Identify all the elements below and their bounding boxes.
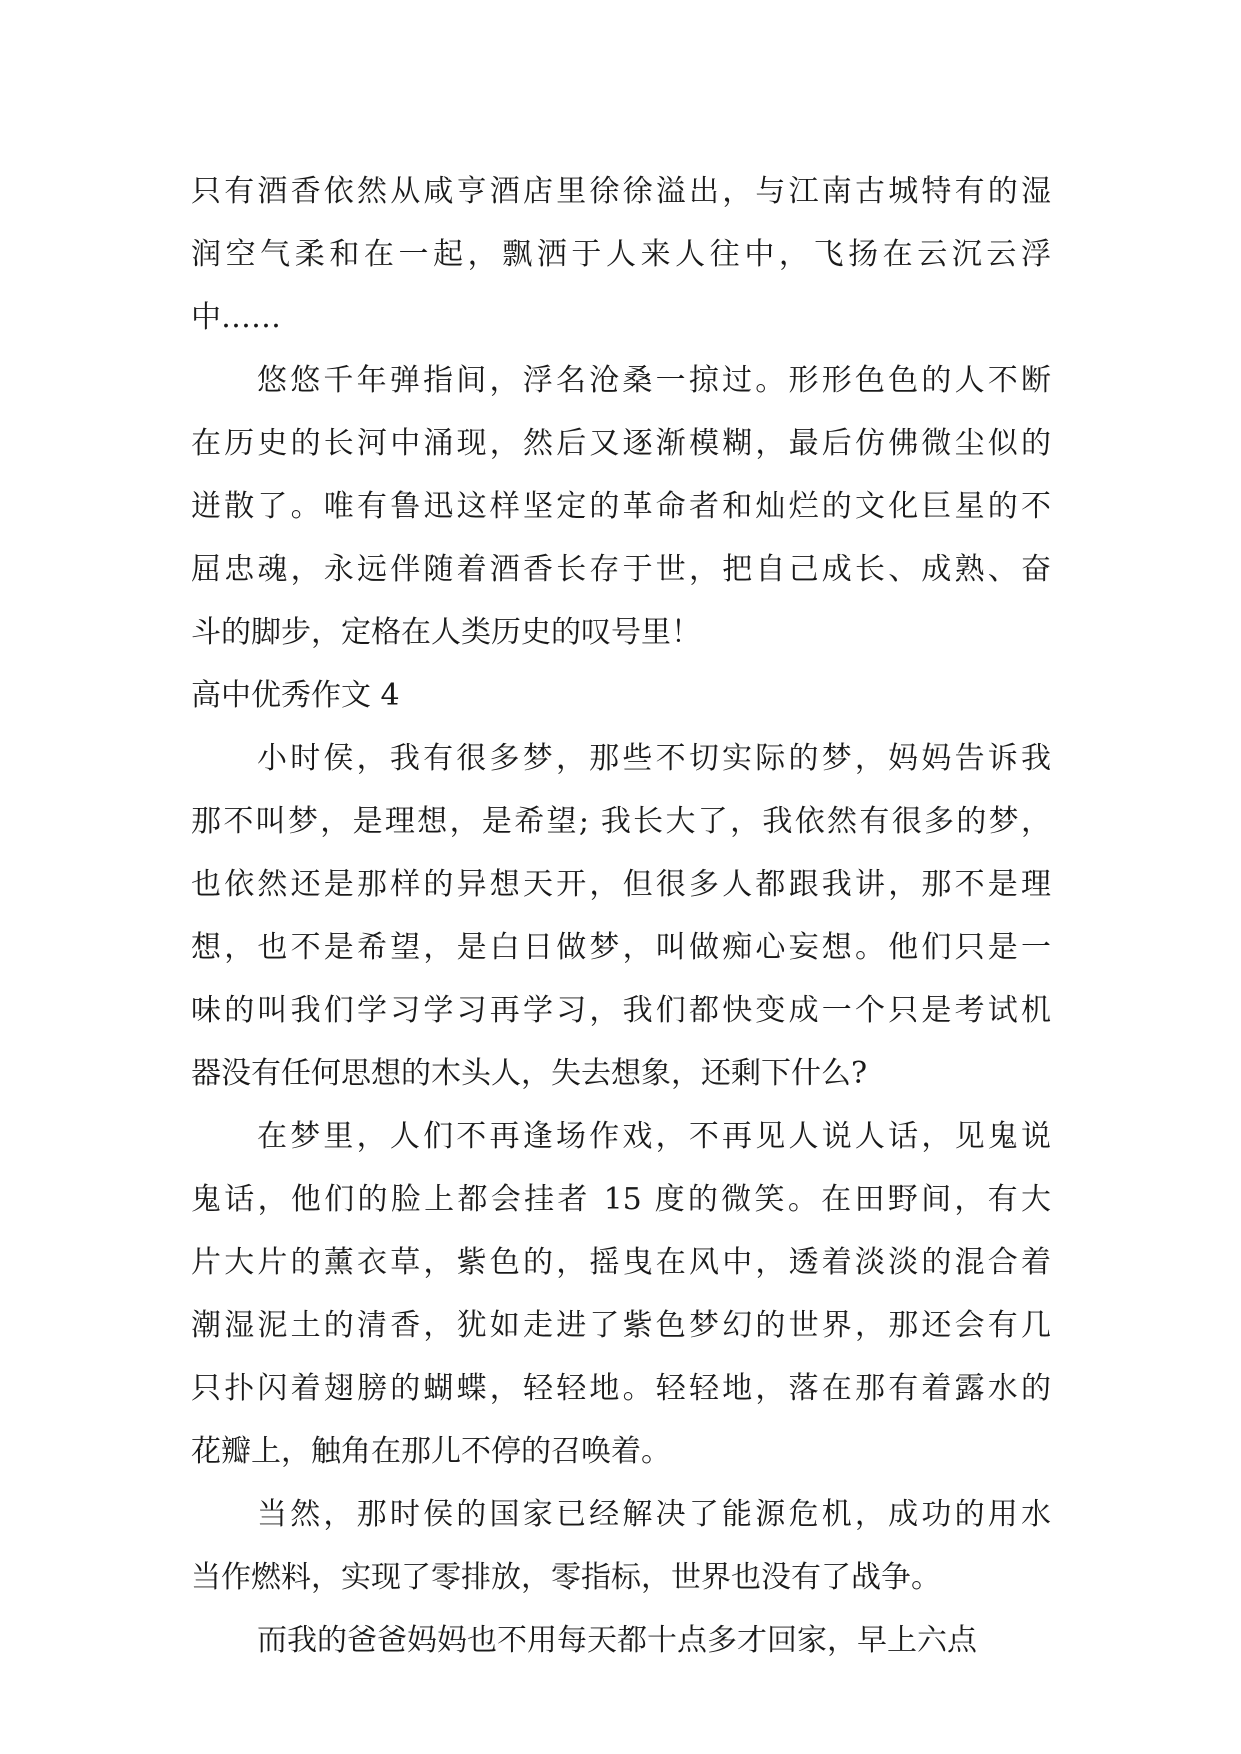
- text-line: 片大片的薰衣草，紫色的，摇曳在风中，透着淡淡的混合着: [191, 1245, 1051, 1280]
- text-line: 迸散了。唯有鲁迅这样坚定的革命者和灿烂的文化巨星的不: [191, 489, 1051, 524]
- text-line: 而我的爸爸妈妈也不用每天都十点多才回家，早上六点: [257, 1623, 977, 1658]
- text-line: 鬼话，他们的脸上都会挂者 15 度的微笑。在田野间，有大: [191, 1182, 1051, 1217]
- text-line: 小时侯，我有很多梦，那些不切实际的梦，妈妈告诉我: [257, 741, 1051, 776]
- text-line: 当然，那时侯的国家已经解决了能源危机，成功的用水: [257, 1497, 1051, 1532]
- essay-4-body: [191, 727, 1051, 1672]
- text-line: 在历史的长河中涌现，然后又逐渐模糊，最后仿佛微尘似的: [191, 426, 1051, 461]
- text-line: 器没有任何思想的木头人，失去想象，还剩下什么?: [191, 1056, 868, 1091]
- text-line: 潮湿泥土的清香，犹如走进了紫色梦幻的世界，那还会有几: [191, 1308, 1051, 1343]
- essay-3-ending: [191, 160, 1051, 664]
- text-line: 斗的脚步，定格在人类历史的叹号里！: [191, 615, 701, 650]
- text-line: 味的叫我们学习学习再学习，我们都快变成一个只是考试机: [191, 993, 1051, 1028]
- text-line: 想，也不是希望，是白日做梦，叫做痴心妄想。他们只是一: [191, 930, 1051, 965]
- text-line: 也依然还是那样的异想天开，但很多人都跟我讲，那不是理: [191, 867, 1051, 902]
- document-page: [191, 160, 1051, 1672]
- essay-heading: 高中优秀作文 4: [191, 678, 400, 713]
- text-line: 润空气柔和在一起，飘洒于人来人往中，飞扬在云沉云浮: [191, 237, 1051, 272]
- text-line: 那不叫梦，是理想，是希望; 我长大了，我依然有很多的梦，: [191, 804, 1051, 839]
- text-line: 悠悠千年弹指间，浮名沧桑一掠过。形形色色的人不断: [257, 363, 1051, 398]
- text-line: 当作燃料，实现了零排放，零指标，世界也没有了战争。: [191, 1560, 941, 1595]
- text-line: 花瓣上，触角在那儿不停的召唤着。: [191, 1434, 671, 1469]
- text-line: 屈忠魂，永远伴随着酒香长存于世，把自己成长、成熟、奋: [191, 552, 1051, 587]
- text-line: 只有酒香依然从咸亨酒店里徐徐溢出，与江南古城特有的湿: [191, 174, 1051, 209]
- text-line: 在梦里，人们不再逢场作戏，不再见人说人话，见鬼说: [257, 1119, 1051, 1154]
- text-line: 只扑闪着翅膀的蝴蝶，轻轻地。轻轻地，落在那有着露水的: [191, 1371, 1051, 1406]
- text-line: 中……: [191, 300, 281, 335]
